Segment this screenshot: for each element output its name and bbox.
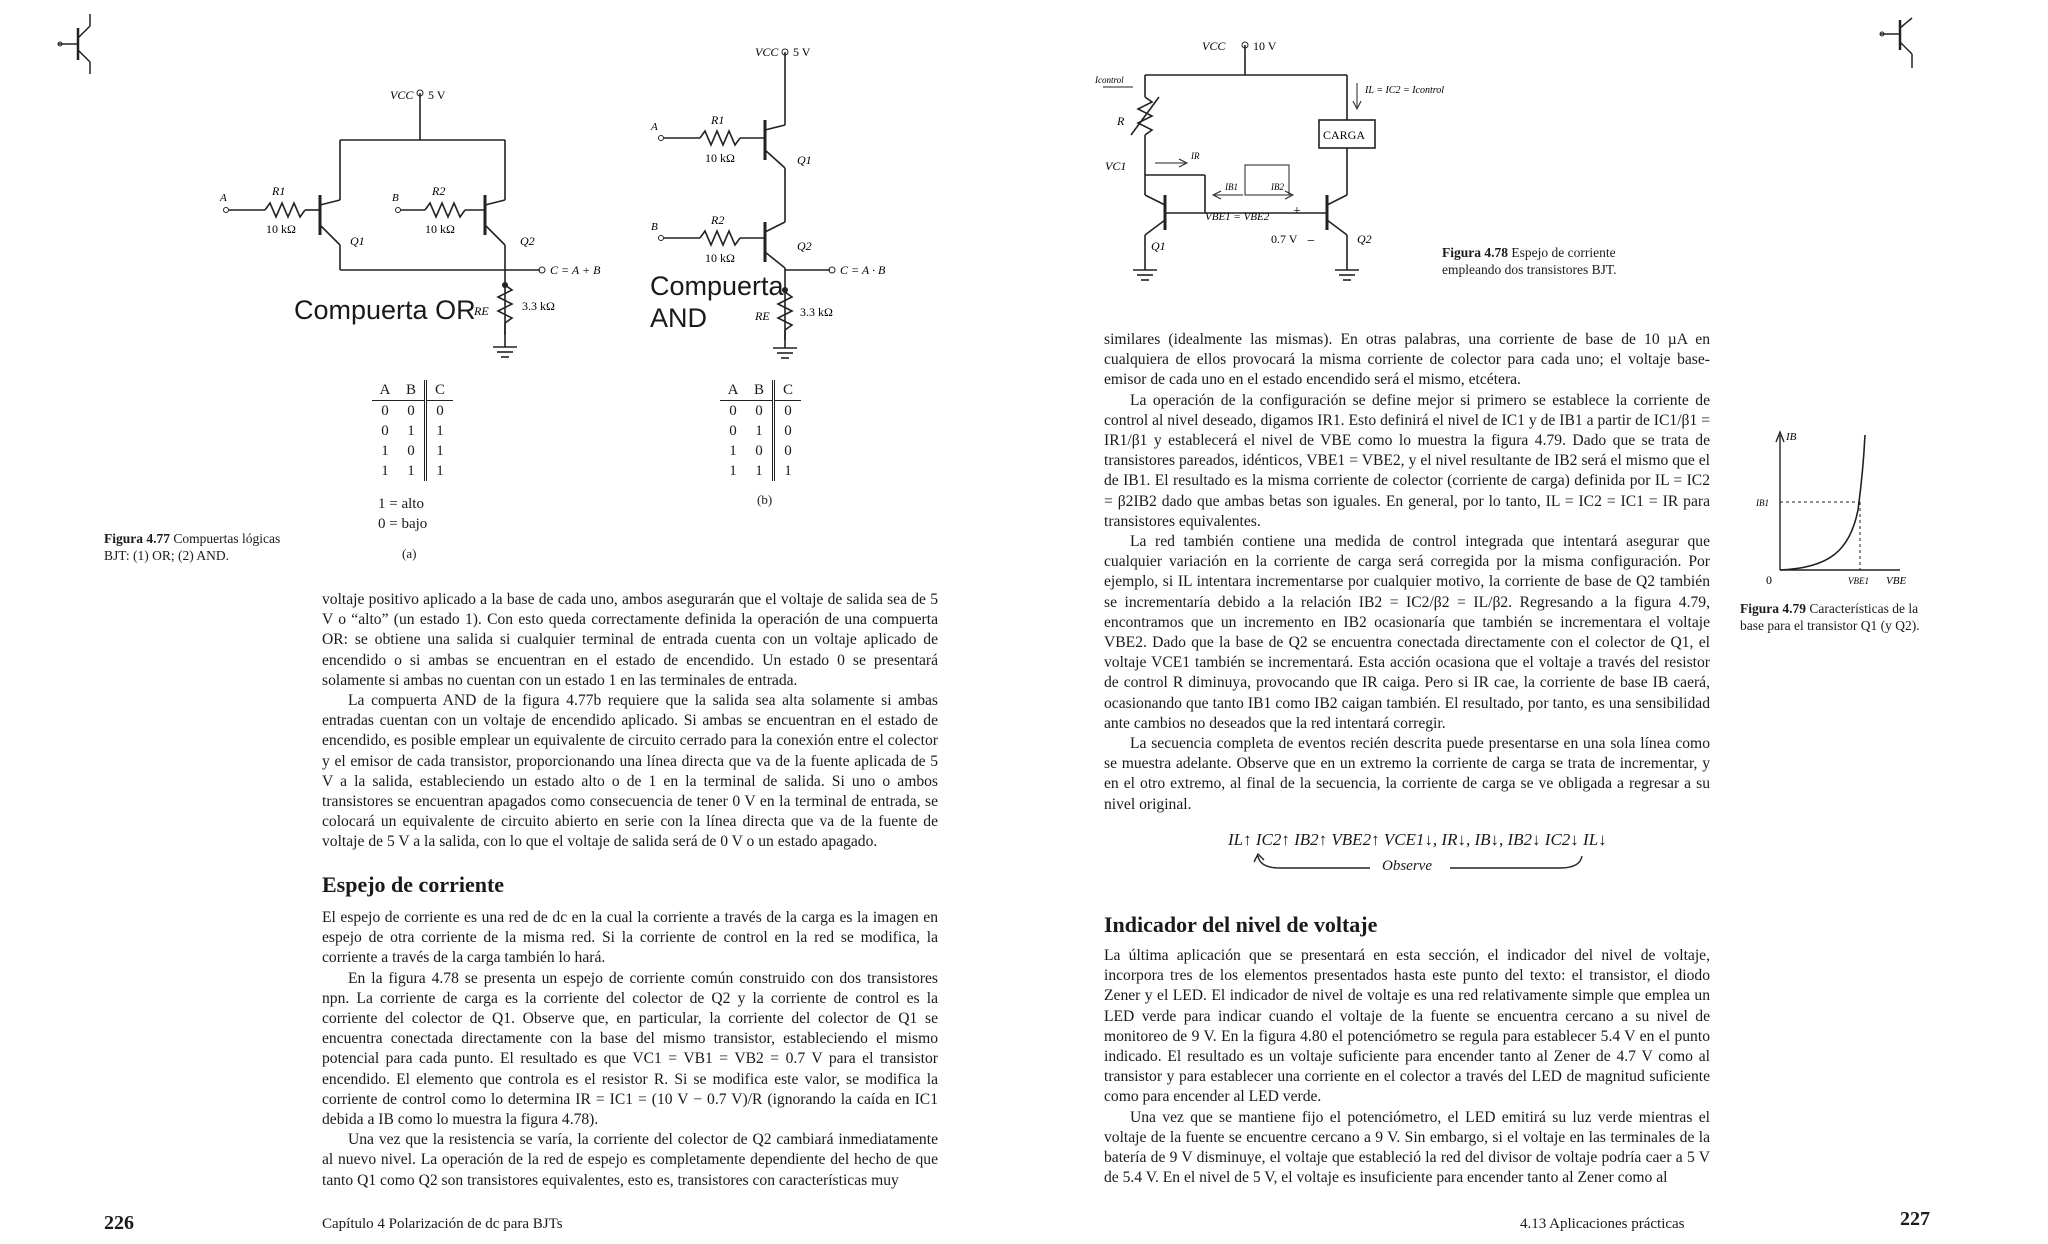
and-vcc-value: 5 V <box>793 45 811 59</box>
page-number-right: 227 <box>1900 1208 1930 1230</box>
or-q2-label: Q2 <box>520 234 535 248</box>
mirror-plus: + <box>1293 204 1301 219</box>
left-body-top: voltaje positivo aplicado a la base de cada uno, ambos asegurarán que el voltaje de salida sea de 5 V o “alto” (un estado 1). Con esto queda correctamente definida la operación de una compuerta OR: se obtiene una salida si cualquier terminal de entrada cuenta con un voltaje aplicado de encendido o si ambas se encuentran en el estado de encendido. Un estado 0 se presentará solamente si ambas no cuentan con un estado 1 en las terminales de entrada. La compuerta AND de la figura 4.77b requiere que la salida sea alta solamente si ambas entradas cuentan con un voltaje de encendido aplicado. Si ambas se encuentran en el estado de encendido, es posible emplear un equivalente de circuito cerrado para la conexión entre el colector y el emisor de cada transistor, proporcionando una línea directa que va de la fuente aplicada de 5 V a la salida, estableciendo un estado alto o de 1 en la terminal de salida. Si uno o ambos transistores se encuentran apagados como consecuencia de tener 0 V en la terminal de entrada, se colocará un equivalente de circuito abierto en serie con la línea directa que va de la fuente de voltaje de 5 V a la salida, con lo que el voltaje de salida será de 0 V o un estado apagado. <box>322 591 938 851</box>
subfigure-a-label: (a) <box>402 546 417 561</box>
or-vcc-value: 5 V <box>428 88 446 102</box>
heading-voltage-indicator: Indicador del nivel de voltaje <box>1104 912 1378 937</box>
right-body-bottom: La última aplicación que se presentará en esta sección, el indicador del nivel de voltaje, incorpora tres de los elementos presentados hasta este punto del texto: el transistor, el diodo Zener y el LED. El indicador de nivel de voltaje es una red relativamente simple que emplea un LED verde para indicar cuando el voltaje de la fuente se encuentra cercano a su nivel de monitoreo de 9 V. En la figura 4.80 el potenciómetro se regula para establecer 5.4 V en el punto indicado. El resultado es un voltaje suficiente para encender tanto al Zener de 4.7 V como al transistor y para establecer una corriente en el colector a través del LED de magnitud suficiente como para encender al LED verde. Una vez que se mantiene fijo el potenciómetro, el LED emitirá su luz verde mientras el voltaje de la fuente se encuentre cercano a 9 V. Sin embargo, si el voltaje en las terminales de la batería de 9 V disminuye, el voltaje que estableció la red del divisor de voltaje podría caer a 5 V de 5.4 V. En el nivel de 5 V, el voltaje es insuficiente para encender tanto al Zener como al <box>1104 947 1710 1187</box>
and-r2-value: 10 kΩ <box>705 251 735 265</box>
chart-origin-label: 0 <box>1766 573 1772 587</box>
or-r1-label: R1 <box>272 184 286 198</box>
truth-table-or: A B C 0 0 0 0 1 1 1 0 1 1 1 1 <box>372 380 453 481</box>
mirror-ib2-label: IB2 <box>1271 182 1284 192</box>
mirror-vbe-eq: VBE1 = VBE2 <box>1205 211 1270 223</box>
mirror-ib1-label: IB1 <box>1225 182 1238 192</box>
heading-current-mirror: Espejo de corriente <box>322 872 505 897</box>
mirror-r-label: R <box>1117 114 1125 128</box>
mirror-icontrol-label: Icontrol <box>1095 75 1124 85</box>
truth-legend: 1 = alto 0 = bajo <box>378 496 428 532</box>
chart-vbe1-label: VBE1 <box>1848 576 1869 586</box>
or-r1-value: 10 kΩ <box>266 222 296 236</box>
and-re-label: RE <box>755 309 770 323</box>
figure-4-78-circuit <box>1095 35 1445 295</box>
right-body-top: similares (idealmente las mismas). En otras palabras, una corriente de base de 10 µA en cualquiera de ellos provocará la misma corriente de colector para cada uno; el voltaje base-emisor de cada uno en el estado encendido será el mismo, etcétera. La operación de la configuración se define mejor si primero se establece la corriente de control al nivel deseado, digamos IR1. Esto definirá el nivel de IC1 y de IB1 a partir de IC1/β1 = IR1/β1 y establecerá el nivel de VBE como lo muestra la figura 4.79. Dado que se trata de transistores pareados, idénticos, VBE1 = VBE2, y el nivel resultante de IB2 será el mismo que el de IB1. El resultado es la misma corriente de colector (corriente de carga) definida por IL = IC2 = β2IB2 dado que ambas betas son iguales. En general, por lo tanto, IL = IC2 = IC1 = IR para transistores equivalentes. La red también contiene una medida de control integrada que intentará asegurar que cualquier variación en la corriente de carga será corregida por la misma configuración. Por ejemplo, si IL intentara incrementarse por cualquier motivo, la corriente de base de Q2 también se incrementaría debido a la relación IB2 = IC2/β2 = IL/β2. Regresando a la figura 4.79, encontramos que un incremento en IB2 ocasionaría que también se incrementara el voltaje VBE2. Dado que la base de Q2 se encuentra conectada directamente con el colector de Q1, el voltaje VCE1 también se incrementará. Esta acción ocasiona que el voltaje a través del resistor de control R diminuya, provocando que IR caiga. Pero si IR cae, la corriente de base IB caerá, ocasionando que tanto IB1 como IB2 caigan también. El resultado, por tanto, es una sensibilidad ante cambios no deseados que la red intentará corregir. La secuencia completa de eventos recién descrita puede presentarse en una sola línea como se muestra adelante. Observe que en un extremo la corriente de carga se trata de incrementar, y en el otro extremo, al final de la secuencia, la corriente de carga se ve obligada a regresar a su nivel original. <box>1104 331 1710 813</box>
figure-4-78-caption: Figura 4.78 Espejo de corriente empleando dos transistores BJT. <box>1442 245 1617 277</box>
corner-transistor-icon-left <box>56 10 106 80</box>
truth-table-and: A B C 0 0 0 0 1 0 1 0 0 1 1 1 <box>720 380 801 481</box>
mirror-ir-label: IR <box>1191 151 1200 161</box>
chart-x-axis-label: VBE <box>1886 575 1907 587</box>
mirror-carga-label: CARGA <box>1323 128 1366 142</box>
mirror-vc1-label: VC1 <box>1105 159 1127 173</box>
or-q1-label: Q1 <box>350 234 365 248</box>
and-r2-label: R2 <box>711 213 725 227</box>
chart-ib1-label: IB1 <box>1756 498 1769 508</box>
mirror-07v: 0.7 V <box>1271 232 1298 246</box>
observe-label: Observe <box>1382 858 1432 874</box>
or-output-label: C = A + B <box>550 263 601 277</box>
and-q1-label: Q1 <box>797 153 812 167</box>
page-number-left: 226 <box>104 1212 134 1234</box>
or-a-label: A <box>220 192 227 204</box>
and-q2-label: Q2 <box>797 239 812 253</box>
subfigure-b-label: (b) <box>757 492 773 507</box>
figure-4-79-caption: Figura 4.79 Características de la base para el transistor Q1 (y Q2). <box>1740 601 1920 633</box>
mirror-minus: − <box>1307 234 1315 249</box>
and-r1-value: 10 kΩ <box>705 151 735 165</box>
corner-transistor-icon-right <box>1878 10 1928 80</box>
and-vcc-label: VCC <box>755 45 779 59</box>
mirror-vcc-value: 10 V <box>1253 39 1277 53</box>
footer-right: 4.13 Aplicaciones prácticas <box>1520 1216 1685 1232</box>
chart-y-axis-label: IB <box>1786 431 1797 443</box>
figure-4-79-chart <box>1750 420 1950 590</box>
and-gate-title: Compuerta AND <box>650 271 784 333</box>
left-body-bottom: El espejo de corriente es una red de dc en la cual la corriente a través de la carga es la imagen en espejo de otra corriente de la misma red. Si la corriente de control en la red se modifica, la corriente a través de la carga también lo hará. En la figura 4.78 se presenta un espejo de corriente común construido con dos transistores npn. La corriente de carga es la corriente del colector de Q2 y la corriente de control es la corriente del colector de Q1. Observe que, en particular, la corriente del colector de Q1 se encuentra conectada directamente con la base del mismo transistor, estableciendo el mismo potencial para cada punto. El resultado es que VC1 = VB1 = VB2 = 0.7 V para el transistor encendido. El elemento que controla es el resistor R. Si se modifica este valor, se modifica la corriente de control como lo determina IR = IC1 = (10 V − 0.7 V)/R (ignorando la caída en IC1 debida a IB como lo muestra la figura 4.78). Una vez que la resistencia se varía, la corriente del colector de Q2 cambiará inmediatamente al nuevo nivel. La operación de la red de espejo es completamente dependiente del hecho de que tanto Q1 como Q2 son transistores equivalentes, esto es, transistores con características muy <box>322 909 938 1189</box>
mirror-vcc-label: VCC <box>1202 39 1226 53</box>
mirror-q2-label: Q2 <box>1357 232 1372 246</box>
or-vcc-label: VCC <box>390 88 414 102</box>
and-output-label: C = A · B <box>840 263 886 277</box>
and-re-value: 3.3 kΩ <box>800 305 833 319</box>
or-r2-label: R2 <box>432 184 446 198</box>
sequence-equation: IL↑ IC2↑ IB2↑ VBE2↑ VCE1↓, IR↓, IB↓, IB2↓ IC2↓ IL↓ <box>1228 830 1607 849</box>
and-a-label: A <box>651 121 658 133</box>
or-b-label: B <box>392 192 399 204</box>
figure-4-77-caption: Figura 4.77 Compuertas lógicas BJT: (1) OR; (2) AND. <box>104 531 281 563</box>
or-re-label: RE <box>474 304 489 318</box>
or-gate-title: Compuerta OR <box>294 295 476 325</box>
or-r2-value: 10 kΩ <box>425 222 455 236</box>
footer-left: Capítulo 4 Polarización de dc para BJTs <box>322 1216 563 1232</box>
or-re-value: 3.3 kΩ <box>522 299 555 313</box>
and-r1-label: R1 <box>711 113 725 127</box>
and-b-label: B <box>651 221 658 233</box>
mirror-il-label: IL = IC2 = Icontrol <box>1365 85 1445 96</box>
mirror-q1-label: Q1 <box>1151 239 1166 253</box>
